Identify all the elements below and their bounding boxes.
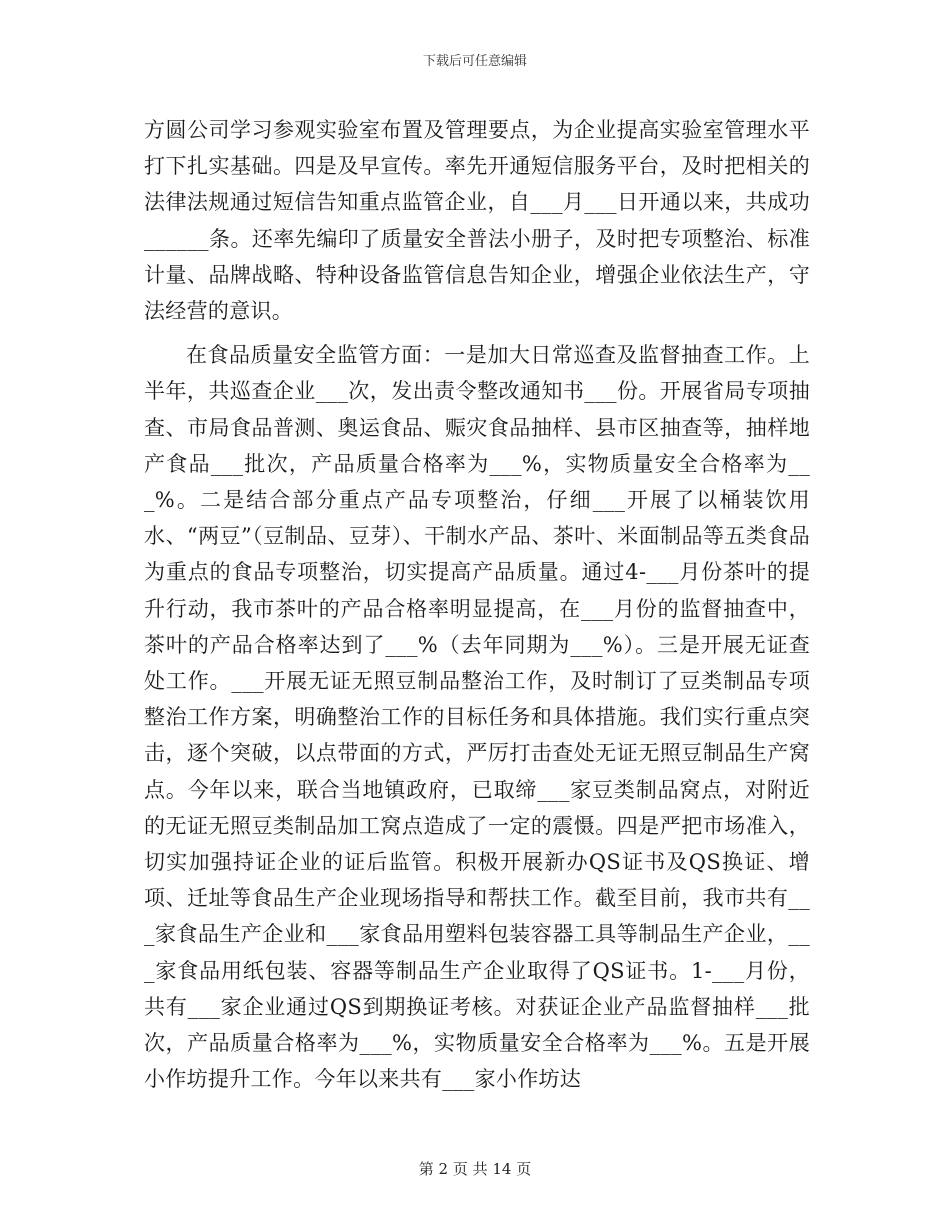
paragraph-continuation: 方圆公司学习参观实验室布置及管理要点，为企业提高实验室管理水平打下扎实基础。四是及早宣传。率先开通短信服务平台，及时把相关的法律法规通过短信告知重点监管企业，自___月___日开通以来，共成功______条。还率先编印了质量安全普法小册子，及时把专项整治、标准计量、品牌战略、特种设备监管信息告知企业，增强企业依法生产，守法经营的意识。 (144, 118, 810, 324)
page-header: 下载后可任意编辑 (422, 54, 527, 69)
page-number: 第 2 页 共 14 页 (418, 1160, 532, 1178)
paragraph-food-safety: 在食品质量安全监管方面：一是加大日常巡查及监督抽查工作。上半年，共巡查企业___次，发出责令整改通知书___份。开展省局专项抽查、市局食品普测、奥运食品、赈灾食品抽样、县市区抽查等，抽样地产食品___批次，产品质量合格率为___%，实物质量安全合格率为___%。二是结合部分重点产品专项整治，仔细___开展了以桶装饮用水、“两豆”（豆制品、豆芽）、干制水产品、茶叶、米面制品等五类食品为重点的食品专项整治，切实提高产品质量。通过4-___月份茶叶的提升行动，我市茶叶的产品合格率明显提高，在___月份的监督抽查中，茶叶的产品合格率达到了___%（去年同期为___%）。三是开展无证查处工作。___开展无证无照豆制品整治工作，及时制订了豆类制品专项整治工作方案，明确整治工作的目标任务和具体措施。我们实行重点突击，逐个突破，以点带面的方式，严厉打击查处无证无照豆制品生产窝点。今年以来，联合当地镇政府，已取缔___家豆类制品窝点，对附近的无证无照豆类制品加工窝点造成了一定的震慑。四是严把市场准入，切实加强持证企业的证后监管。积极开展新办QS证书及QS换证、增项、迁址等食品生产企业现场指导和帮扶工作。截至目前，我市共有___家食品生产企业和___家食品用塑料包装容器工具等制品生产企业，___家食品用纸包装、容器等制品生产企业取得了QS证书。1-___月份，共有___家企业通过QS到期换证考核。对获证企业产品监督抽样___批次，产品质量合格率为___%，实物质量安全合格率为___%。五是开展小作坊提升工作。今年以来共有___家小作坊达 (144, 343, 810, 1092)
document-body (144, 112, 810, 1097)
